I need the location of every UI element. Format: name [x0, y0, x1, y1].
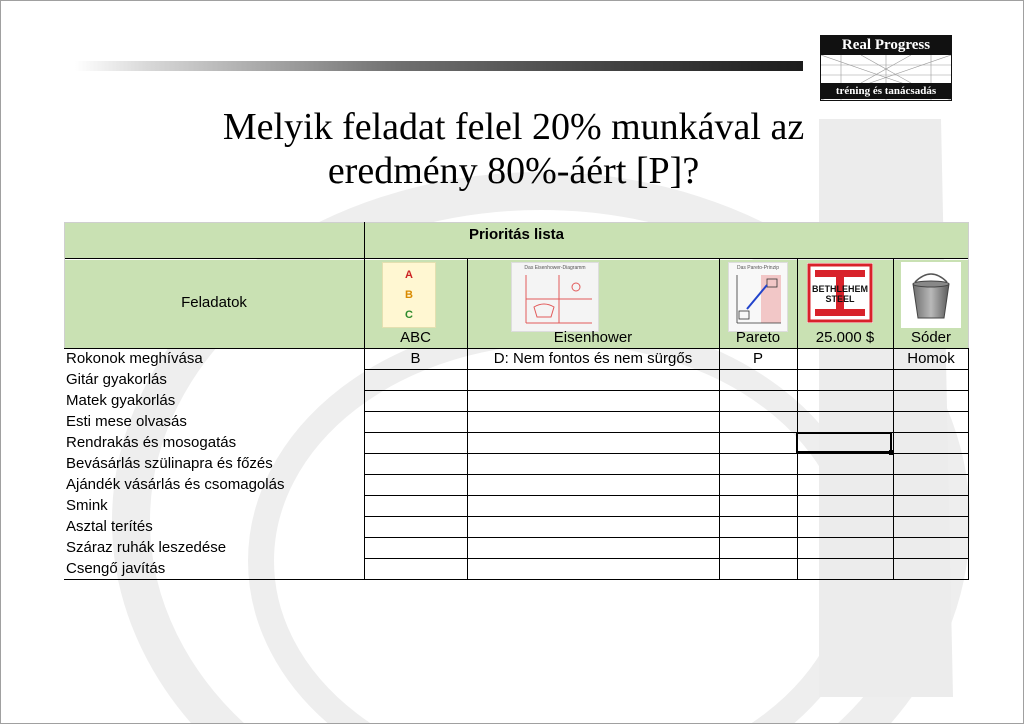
abc-cell[interactable]: B: [410, 350, 421, 367]
grid-line: [364, 537, 969, 538]
slide-title: [111, 105, 916, 193]
logo-bottom-text: tréning és tanácsadás: [821, 83, 951, 99]
grid-line: [968, 348, 969, 580]
abc-letter-c: C: [405, 309, 413, 321]
eisenhower-diagram-image: [511, 262, 599, 332]
soder-cell[interactable]: Homok: [907, 350, 955, 367]
title-line-1: Melyik feladat felel 20% munkával az: [222, 106, 805, 148]
priority-table: [64, 222, 969, 581]
real-progress-logo: [820, 35, 952, 101]
grid-line: [64, 222, 969, 223]
grid-line: [364, 516, 969, 517]
grid-line: [364, 369, 969, 370]
grid-line: [968, 222, 969, 348]
table-row: [64, 370, 969, 391]
grid-line: [364, 453, 969, 454]
table-row: [64, 496, 969, 517]
table-row: [64, 538, 969, 559]
grid-line: [364, 390, 969, 391]
logo-top-text: Real Progress: [821, 36, 951, 55]
grid-line: [64, 258, 969, 259]
header-gradient-bar: [75, 61, 803, 71]
table-row: [64, 454, 969, 475]
column-header-5: Sóder: [910, 329, 952, 346]
grid-line: [364, 495, 969, 496]
grid-line: [719, 258, 720, 580]
task-cell[interactable]: Asztal terítés: [66, 518, 153, 535]
grid-line: [64, 579, 969, 580]
table-row: [64, 517, 969, 538]
grid-line: [64, 222, 65, 348]
abc-letter-b: B: [405, 289, 413, 301]
table-row: [64, 391, 969, 412]
column-header-2: Eisenhower: [553, 329, 633, 346]
task-cell[interactable]: Rokonok meghívása: [66, 350, 203, 367]
grid-line: [364, 558, 969, 559]
task-cell[interactable]: Rendrakás és mosogatás: [66, 434, 237, 451]
grid-line: [467, 258, 468, 580]
abc-letter-a: A: [405, 269, 413, 281]
grid-line: [893, 258, 894, 580]
bethlehem-steel-logo: [807, 263, 873, 323]
task-cell[interactable]: Csengő javítás: [66, 560, 166, 577]
pareto-principle-image: [728, 262, 788, 332]
eisenhower-cell[interactable]: D: Nem fontos és nem sürgős: [493, 350, 693, 367]
steel-logo-line-2: STEEL: [825, 294, 855, 304]
column-header-4: 25.000 $: [815, 329, 875, 346]
abc-image: [382, 262, 436, 328]
pareto-cell[interactable]: P: [752, 350, 763, 367]
bucket-image: [901, 262, 961, 328]
task-cell[interactable]: Smink: [66, 497, 108, 514]
grid-line: [364, 411, 969, 412]
tasks-header-label: Feladatok: [181, 294, 247, 311]
grid-line: [64, 348, 969, 349]
table-row: [64, 559, 969, 580]
task-cell[interactable]: Bevásárlás szülinapra és főzés: [66, 455, 273, 472]
selected-cell[interactable]: [796, 432, 892, 453]
task-cell[interactable]: Ajándék vásárlás és csomagolás: [66, 476, 285, 493]
pareto-image-title: Das Pareto-Prinzip: [737, 265, 779, 271]
task-cell[interactable]: Száraz ruhák leszedése: [66, 539, 227, 556]
group-header-label: Prioritás lista: [468, 226, 565, 243]
task-cell[interactable]: Gitár gyakorlás: [66, 371, 167, 388]
task-cell[interactable]: Matek gyakorlás: [66, 392, 176, 409]
title-line-2: eredmény 80%-áért [P]?: [327, 150, 700, 192]
grid-line: [364, 474, 969, 475]
grid-line: [364, 222, 365, 580]
column-header-1: ABC: [400, 329, 431, 346]
eisenhower-image-title: Das Eisenhower-Diagramm: [524, 265, 586, 271]
table-row: [64, 349, 969, 370]
steel-logo-line-1: BETHLEHEM: [812, 284, 868, 294]
column-header-3: Pareto: [735, 329, 781, 346]
table-row: [64, 475, 969, 496]
cell-fill-handle[interactable]: [889, 450, 894, 455]
task-cell[interactable]: Esti mese olvasás: [66, 413, 187, 430]
grid-line: [797, 258, 798, 580]
table-row: [64, 412, 969, 433]
